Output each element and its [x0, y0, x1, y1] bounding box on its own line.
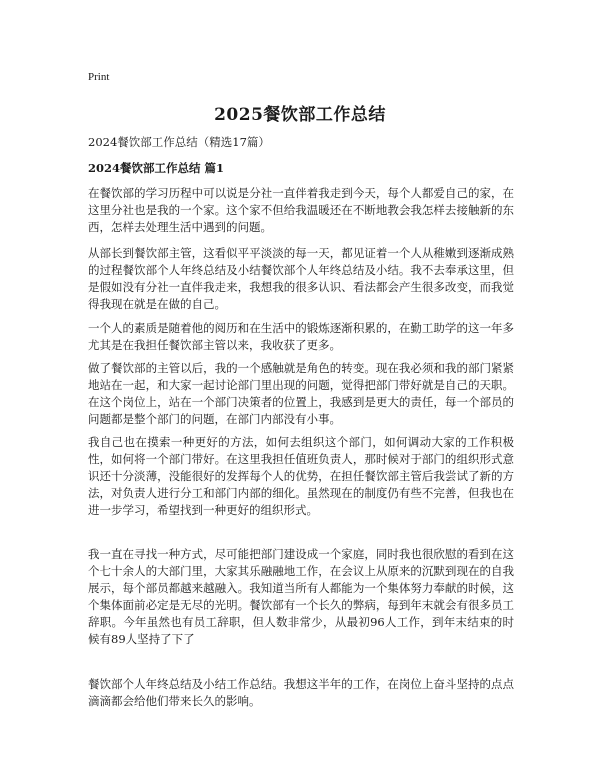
print-label: Print [88, 71, 110, 83]
paragraph-2: 从部长到餐饮部主管，这看似平平淡淡的每一天，都见证着一个人从稚嫩到逐渐成熟的过程餐饮部个人年终总结及小结餐饮部个人年终总结及小结。我不去奉承这里，但是假如没有分社一直伴我走来，我想我的很多认识、看法都会产生很多改变，而我觉得我现在就是在做的自己。 [88, 246, 514, 311]
paragraph-5: 我自己也在摸索一种更好的方法，如何去组织这个部门，如何调动大家的工作积极性，如何将一个部门带好。在这里我担任值班负责人，那时候对于部门的组织形式意识还十分淡薄，没能很好的发挥每个人的优势，在担任餐饮部主管后我尝试了新的方法，对负责人进行分工和部门内部的细化。虽然现在的制度仍有些不完善，但我也在进一步学习，希望找到一种更好的组织形式。 [88, 435, 514, 517]
section-heading: 2024餐饮部工作总结 篇1 [88, 161, 225, 175]
paragraph-4: 做了餐饮部的主管以后，我的一个感触就是角色的转变。现在我必须和我的部门紧紧地站在一起，和大家一起讨论部门里出现的问题，觉得把部门带好就是自己的天职。在这个岗位上，站在一个部门决策者的位置上，我感到是更大的责任，每一个部员的问题都是整个部门的问题，在部门内部没有小事。 [88, 361, 514, 426]
paragraph-1: 在餐饮部的学习历程中可以说是分社一直伴着我走到今天，每个人都爱自己的家，在这里分社也是我的一个家。这个家不但给我温暖还在不断地教会我怎样去接触新的东西，怎样去处理生活中遇到的问题。 [88, 186, 514, 234]
page-title: 2025餐饮部工作总结 [214, 105, 386, 125]
document-subtitle: 2024餐饮部工作总结（精选17篇） [88, 135, 270, 149]
paragraph-3: 一个人的素质是随着他的阅历和在生活中的锻炼逐渐积累的，在勤工助学的这一年多尤其是在我担任餐饮部主管以来，我收获了更多。 [88, 321, 514, 352]
paragraph-7: 餐饮部个人年终总结及小结工作总结。我想这半年的工作，在岗位上奋斗坚持的点点滴滴都会给他们带来长久的影响。 [88, 677, 514, 708]
paragraph-6: 我一直在寻找一种方式，尽可能把部门建设成一个家庭，同时我也很欣慰的看到在这个七十余人的大部门里，大家其乐融融地工作，在会议上从原来的沉默到现在的自我展示，每个部员都越来越融入。我知道当所有人都能为一个集体努力奉献的时候，这个集体面前必定是无尽的光明。餐饮部有一个长久的弊病，每到年末就会有很多员工辞职。今年虽然也有员工辞职，但人数非常少，从最初96人工作，到年末结束的时候有89人坚持了下了 [88, 547, 514, 646]
